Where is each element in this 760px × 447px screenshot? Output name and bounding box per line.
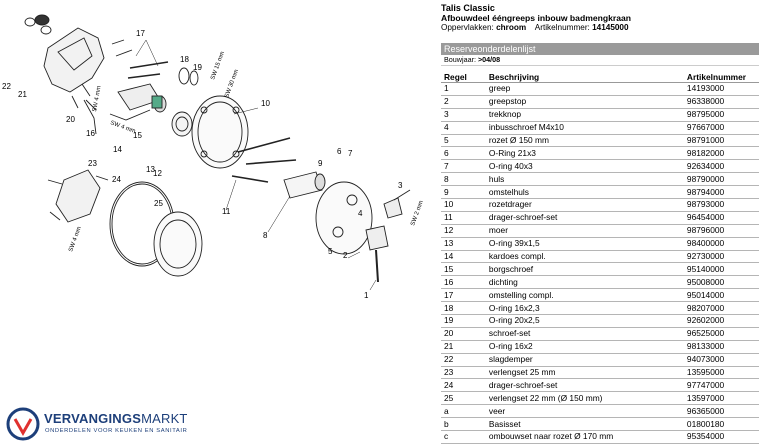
cell-regel: 17: [441, 289, 486, 302]
table-row: [441, 237, 759, 250]
cell-beschrijving: verlengset 25 mm: [486, 366, 684, 379]
cell-artikelnummer: 96454000: [684, 211, 759, 224]
table-row: [441, 199, 759, 212]
cell-regel: 21: [441, 340, 486, 353]
table-row: [441, 263, 759, 276]
cell-regel: 7: [441, 160, 486, 173]
callout-11: 11: [222, 207, 231, 216]
table-row: [441, 173, 759, 186]
table-row: [441, 83, 759, 96]
cell-beschrijving: trekknop: [486, 108, 684, 121]
callout-3: 3: [398, 181, 403, 190]
bouwjaar-label: Bouwjaar:: [444, 55, 476, 64]
cell-beschrijving: Basisset: [486, 418, 684, 431]
cell-regel: a: [441, 405, 486, 418]
table-row: [441, 147, 759, 160]
cell-beschrijving: rozetdrager: [486, 199, 684, 212]
cell-artikelnummer: 13597000: [684, 392, 759, 405]
cell-artikelnummer: 94073000: [684, 353, 759, 366]
table-row: [441, 108, 759, 121]
parts-table-header: [441, 71, 759, 83]
cell-artikelnummer: 98182000: [684, 147, 759, 160]
cell-artikelnummer: 95140000: [684, 263, 759, 276]
table-row: [441, 302, 759, 315]
table-row: [441, 160, 759, 173]
callout-7: 7: [348, 149, 353, 158]
vervangingsmarkt-logo: [6, 405, 206, 445]
product-title: Talis Classic: [441, 3, 495, 13]
cell-regel: 23: [441, 366, 486, 379]
table-row: [441, 134, 759, 147]
cell-beschrijving: huls: [486, 173, 684, 186]
cell-artikelnummer: 96338000: [684, 95, 759, 108]
col-beschrijving: Beschrijving: [486, 71, 684, 83]
table-row: [441, 121, 759, 134]
cell-artikelnummer: 98133000: [684, 340, 759, 353]
cell-regel: 9: [441, 186, 486, 199]
cell-artikelnummer: 13595000: [684, 366, 759, 379]
cell-beschrijving: verlengset 22 mm (Ø 150 mm): [486, 392, 684, 405]
cell-beschrijving: O-ring 39x1,5: [486, 237, 684, 250]
callout-23: 23: [88, 159, 97, 168]
cell-regel: 24: [441, 379, 486, 392]
cell-regel: 13: [441, 237, 486, 250]
table-row: [441, 366, 759, 379]
parts-list-banner: Reserveonderdelenlijst: [441, 43, 759, 55]
cell-beschrijving: O-ring 16x2,3: [486, 302, 684, 315]
table-row: [441, 353, 759, 366]
cell-beschrijving: O-ring 16x2: [486, 340, 684, 353]
cell-artikelnummer: 98790000: [684, 173, 759, 186]
cell-regel: 5: [441, 134, 486, 147]
table-row: [441, 327, 759, 340]
cell-artikelnummer: 92634000: [684, 160, 759, 173]
cell-beschrijving: rozet Ø 150 mm: [486, 134, 684, 147]
callout-1: 1: [364, 291, 369, 300]
article-value: 14145000: [592, 23, 629, 32]
sw-label-2: SW 2 mm: [410, 199, 425, 227]
cell-beschrijving: O-ring 40x3: [486, 160, 684, 173]
cell-artikelnummer: 92730000: [684, 250, 759, 263]
parts-table-body: [441, 83, 759, 444]
col-artikelnummer: Artikelnummer: [684, 71, 759, 83]
callout-25: 25: [154, 199, 163, 208]
sw-label-30: SW 30 mm: [224, 68, 241, 99]
callout-16: 16: [86, 129, 95, 138]
cell-regel: 10: [441, 199, 486, 212]
logo-name-thin: MARKT: [141, 411, 188, 426]
cell-beschrijving: O-ring 20x2,5: [486, 315, 684, 328]
cell-regel: c: [441, 431, 486, 444]
cell-regel: 6: [441, 147, 486, 160]
surfaces-value: chroom: [496, 23, 527, 32]
cell-regel: 2: [441, 95, 486, 108]
table-row: [441, 289, 759, 302]
cell-artikelnummer: 98400000: [684, 237, 759, 250]
cell-artikelnummer: 95354000: [684, 431, 759, 444]
callout-17: 17: [136, 29, 145, 38]
cell-beschrijving: drager-schroef-set: [486, 211, 684, 224]
cell-artikelnummer: 96365000: [684, 405, 759, 418]
cell-beschrijving: greepstop: [486, 95, 684, 108]
cell-beschrijving: omstelhuls: [486, 186, 684, 199]
table-row: [441, 340, 759, 353]
cell-artikelnummer: 97667000: [684, 121, 759, 134]
cell-regel: 8: [441, 173, 486, 186]
table-row: [441, 224, 759, 237]
bouwjaar: [441, 55, 759, 66]
callout-22: 22: [2, 82, 11, 91]
cell-artikelnummer: 96525000: [684, 327, 759, 340]
cell-regel: b: [441, 418, 486, 431]
table-row: [441, 95, 759, 108]
bouwjaar-value: >04/08: [477, 55, 501, 64]
table-row: [441, 431, 759, 444]
cell-beschrijving: kardoes compl.: [486, 250, 684, 263]
table-row: [441, 315, 759, 328]
sw-label-4a: SW 4 mm: [92, 85, 103, 113]
callout-18: 18: [180, 55, 189, 64]
cell-regel: 22: [441, 353, 486, 366]
callout-24: 24: [112, 175, 121, 184]
cell-regel: 25: [441, 392, 486, 405]
table-row: [441, 405, 759, 418]
col-regel: Regel: [441, 71, 486, 83]
cell-artikelnummer: 98791000: [684, 134, 759, 147]
logo-tagline: ONDERDELEN VOOR KEUKEN EN SANITAIR: [45, 428, 188, 434]
cell-beschrijving: veer: [486, 405, 684, 418]
callout-2: 2: [343, 251, 348, 260]
cell-beschrijving: moer: [486, 224, 684, 237]
cell-artikelnummer: 14193000: [684, 83, 759, 96]
cell-regel: 11: [441, 211, 486, 224]
cell-regel: 1: [441, 83, 486, 96]
cell-artikelnummer: 98207000: [684, 302, 759, 315]
callout-20: 20: [66, 115, 75, 124]
logo-mark-icon: [6, 407, 40, 441]
cell-artikelnummer: 01800180: [684, 418, 759, 431]
cell-beschrijving: O-Ring 21x3: [486, 147, 684, 160]
callout-9: 9: [318, 159, 323, 168]
cell-beschrijving: slagdemper: [486, 353, 684, 366]
table-row: [441, 276, 759, 289]
cell-regel: 20: [441, 327, 486, 340]
product-subtitle: Afbouwdeel ééngreeps inbouw badmengkraan: [441, 13, 632, 23]
cell-regel: 14: [441, 250, 486, 263]
article-label: Artikelnummer:: [534, 23, 590, 32]
surfaces-label: Oppervlakken:: [441, 23, 494, 32]
cell-beschrijving: schroef-set: [486, 327, 684, 340]
cell-beschrijving: inbusschroef M4x10: [486, 121, 684, 134]
cell-artikelnummer: 97747000: [684, 379, 759, 392]
logo-name-bold: VERVANGINGS: [44, 411, 142, 426]
cell-regel: 16: [441, 276, 486, 289]
cell-regel: 3: [441, 108, 486, 121]
product-meta: [441, 23, 759, 33]
callout-13: 13: [146, 165, 155, 174]
callout-6: 6: [337, 147, 342, 156]
table-row: [441, 186, 759, 199]
callout-21: 21: [18, 90, 27, 99]
logo-name: [44, 411, 188, 426]
cell-artikelnummer: 95014000: [684, 289, 759, 302]
cell-artikelnummer: 98796000: [684, 224, 759, 237]
cell-artikelnummer: 98795000: [684, 108, 759, 121]
cell-regel: 18: [441, 302, 486, 315]
cell-beschrijving: dichting: [486, 276, 684, 289]
cell-artikelnummer: 92602000: [684, 315, 759, 328]
callout-14: 14: [113, 145, 122, 154]
sw-label-4b: SW 4 mm: [109, 120, 137, 135]
callout-10: 10: [261, 99, 270, 108]
callout-12: 12: [153, 169, 162, 178]
cell-artikelnummer: 98793000: [684, 199, 759, 212]
callout-4: 4: [358, 209, 363, 218]
table-row: [441, 418, 759, 431]
callout-8: 8: [263, 231, 268, 240]
parts-table: [441, 71, 759, 444]
cell-artikelnummer: 95008000: [684, 276, 759, 289]
cell-beschrijving: drager-schroef-set: [486, 379, 684, 392]
table-row: [441, 392, 759, 405]
cell-beschrijving: omstelling compl.: [486, 289, 684, 302]
cell-artikelnummer: 98794000: [684, 186, 759, 199]
cell-beschrijving: borgschroef: [486, 263, 684, 276]
table-row: [441, 250, 759, 263]
callout-19: 19: [193, 63, 202, 72]
sw-label-15: SW 15 mm: [210, 50, 227, 81]
cell-beschrijving: ombouwset naar rozet Ø 170 mm: [486, 431, 684, 444]
callout-15: 15: [133, 131, 142, 140]
cell-regel: 19: [441, 315, 486, 328]
cell-regel: 12: [441, 224, 486, 237]
table-row: [441, 211, 759, 224]
table-row: [441, 379, 759, 392]
cell-regel: 4: [441, 121, 486, 134]
parts-panel: [441, 0, 759, 444]
sw-label-4c: SW 4 mm: [68, 225, 83, 253]
callout-5: 5: [328, 247, 333, 256]
cell-beschrijving: greep: [486, 83, 684, 96]
cell-regel: 15: [441, 263, 486, 276]
